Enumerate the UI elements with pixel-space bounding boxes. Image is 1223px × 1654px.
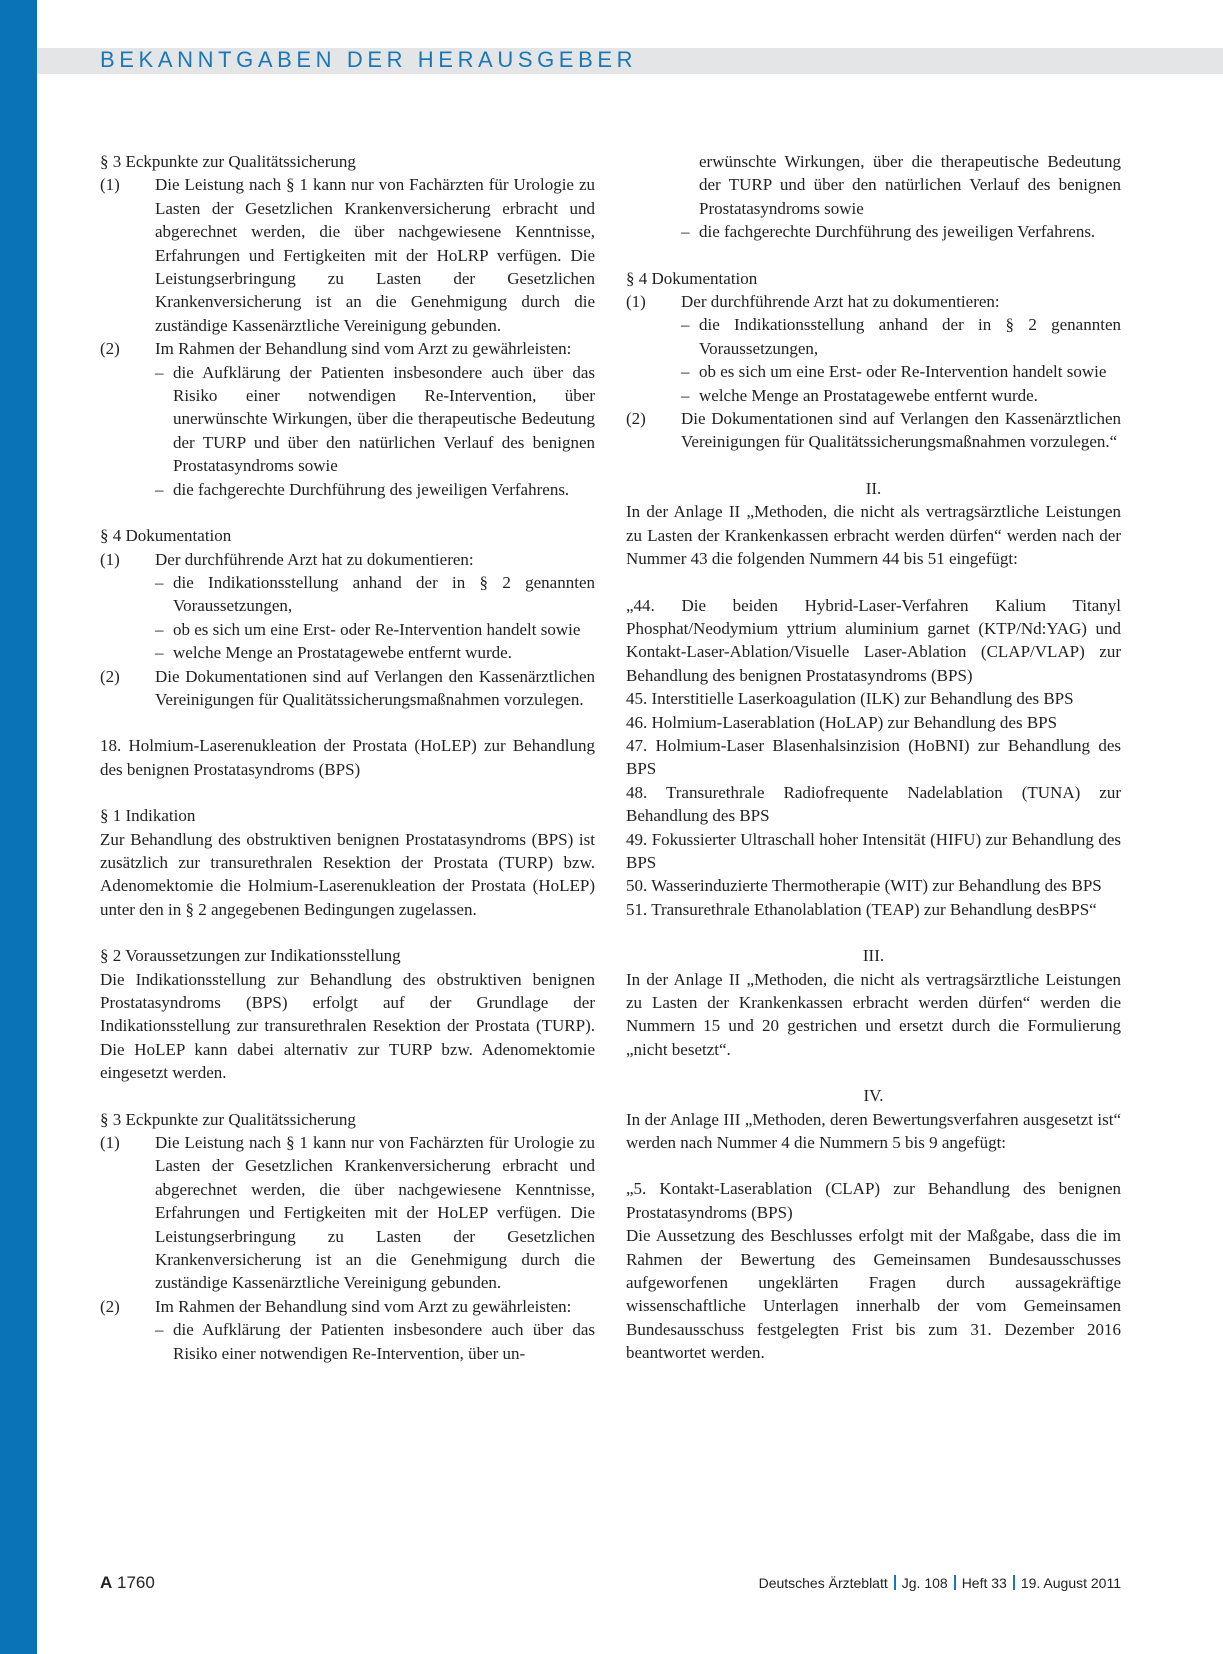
paragraph-gap (100, 781, 595, 804)
separator (894, 1575, 896, 1590)
paragraph-text: 45. Interstitielle Laserkoagulation (ILK) zur Behandlung des BPS (626, 689, 1074, 709)
paragraph-text: 46. Holmium-Laserablation (HoLAP) zur Behandlung des BPS (626, 712, 1058, 732)
numbered-item (100, 548, 595, 571)
section-numeral-text: III. (862, 946, 885, 966)
journal-name: Deutsches Ärzteblatt (758, 1575, 888, 1591)
section-numeral (626, 477, 1121, 500)
right-text-column (626, 150, 1121, 1365)
dash-bullet: – (681, 222, 690, 242)
dash-item (626, 220, 1121, 243)
dash-item-text: die Indikationsstellung anhand der in § 2 genannten Voraussetzungen, (173, 572, 595, 616)
page-number (100, 1573, 155, 1593)
paragraph-text: 47. Holmium-Laser Blasenhalsinzision (HoBNI) zur Behandlung des BPS (626, 735, 1121, 779)
continued-text-line: erwünschte Wirkungen, über die therapeutische Bedeutung der TURP und über den natürlichen Verlauf des benignen Prostatasyndroms sowie (699, 152, 1121, 218)
paragraph (626, 898, 1121, 921)
paragraph (100, 968, 595, 1085)
journal-issue: Heft 33 (961, 1575, 1007, 1591)
paragraph (626, 1177, 1121, 1224)
paragraph-text: § 3 Eckpunkte zur Qualitätssicherung (100, 1109, 356, 1129)
item-number: (2) (100, 666, 120, 686)
paragraph-gap (626, 454, 1121, 477)
paragraph-gap (626, 1061, 1121, 1084)
paragraph-text: 50. Wasserinduzierte Thermotherapie (WIT) zur Behandlung des BPS (626, 876, 1102, 896)
paragraph (626, 1108, 1121, 1155)
numbered-item (100, 173, 595, 337)
item-number: (1) (100, 1133, 120, 1153)
item-text: Im Rahmen der Behandlung sind vom Arzt zu gewährleisten: (155, 1296, 572, 1316)
item-number: (1) (626, 292, 646, 312)
page-number-value: 1760 (117, 1573, 155, 1592)
numbered-item (100, 1295, 595, 1318)
dash-item (626, 360, 1121, 383)
dash-bullet: – (155, 479, 164, 499)
numbered-item (626, 407, 1121, 454)
numbered-item (100, 665, 595, 712)
paragraph-text: § 3 Eckpunkte zur Qualitätssicherung (100, 152, 356, 171)
paragraph-text: 49. Fokussierter Ultraschall hoher Intensität (HIFU) zur Behandlung des BPS (626, 829, 1121, 872)
paragraph (626, 687, 1121, 710)
dash-item (626, 384, 1121, 407)
paragraph (626, 781, 1121, 828)
item-text: Der durchführende Arzt hat zu dokumentieren: (155, 549, 474, 569)
dash-item-text: welche Menge an Prostatagewebe entfernt wurde. (173, 643, 512, 663)
dash-bullet: – (681, 385, 690, 405)
paragraph (626, 874, 1121, 897)
paragraph-gap (626, 571, 1121, 594)
dash-bullet: – (155, 643, 164, 663)
section-header-title: BEKANNTGABEN DER HERAUSGEBER (100, 47, 638, 72)
paragraph-text: In der Anlage II „Methoden, die nicht als vertragsärztliche Leistungen zu Lasten der Krankenkassen erbracht werden dürfen“ werden die Nummern 15 und 20 gestrichen und ersetzt durch die Formulierung „nicht besetzt“. (626, 969, 1121, 1059)
dash-item (100, 618, 595, 641)
section-numeral (626, 944, 1121, 967)
paragraph (100, 524, 595, 547)
dash-item (100, 478, 595, 501)
paragraph-text: In der Anlage III „Methoden, deren Bewertungsverfahren ausgesetzt ist“ werden nach Nummer 4 die Nummern 5 bis 9 angefügt: (626, 1109, 1121, 1153)
item-text: Die Dokumentationen sind auf Verlangen den Kassenärztlichen Vereinigungen für Qualitätssicherungsmaßnahmen vorzulegen. (155, 666, 595, 709)
paragraph-gap (100, 501, 595, 524)
paragraph (626, 968, 1121, 1062)
journal-date: 19. August 2011 (1020, 1575, 1121, 1591)
paragraph (100, 734, 595, 781)
paragraph-text: Zur Behandlung des obstruktiven benignen Prostatasyndroms (BPS) ist zusätzlich zur transurethralen Resektion der Prostata (TURP) bzw. Adenomektomie die Holmium-Laserenukleation der Prostata (HoLEP) unter den in § 2 angegebenen Bedingungen zugelassen. (100, 829, 595, 919)
dash-bullet: – (681, 315, 690, 335)
dash-bullet: – (155, 619, 164, 639)
dash-bullet: – (155, 572, 164, 592)
paragraph (100, 804, 595, 827)
dash-item-text: die Indikationsstellung anhand der in § 2 genannten Voraussetzungen, (699, 315, 1121, 358)
item-number: (1) (100, 549, 120, 569)
paragraph-text: § 2 Voraussetzungen zur Indikationsstellung (100, 946, 401, 966)
paragraph-text: § 4 Dokumentation (100, 526, 232, 546)
paragraph-text: „5. Kontakt-Laserablation (CLAP) zur Behandlung des benignen Prostatasyndroms (BPS) (626, 1179, 1121, 1222)
paragraph-gap (626, 1154, 1121, 1177)
item-text: Die Leistung nach § 1 kann nur von Fachärzten für Urologie zu Lasten der Gesetzlichen Krankenversicherung erbracht und abgerechnet werden, die über nachgewiesene Kenntnisse, Erfahrungen und Fertigkeiten mit der HoLRP verfügen. Die Leistungserbringung zu Lasten der Gesetzlichen Krankenversicherung ist an die Genehmigung durch die zuständige Kassenärztliche Vereinigung gebunden. (155, 175, 595, 335)
dash-item-text: welche Menge an Prostatagewebe entfernt wurde. (699, 385, 1038, 405)
paragraph-text: 48. Transurethrale Radiofrequente Nadelablation (TUNA) zur Behandlung des BPS (626, 782, 1121, 826)
paragraph (626, 711, 1121, 734)
item-number: (1) (100, 175, 120, 195)
dash-item-text: ob es sich um eine Erst- oder Re-Intervention handelt sowie (699, 362, 1107, 382)
paragraph-gap (100, 1085, 595, 1108)
paragraph (626, 828, 1121, 875)
dash-bullet: – (681, 362, 690, 382)
dash-item (100, 641, 595, 664)
dash-item-text: die fachgerechte Durchführung des jeweiligen Verfahrens. (173, 479, 570, 499)
item-text: Im Rahmen der Behandlung sind vom Arzt zu gewährleisten: (155, 339, 572, 359)
item-text: Die Leistung nach § 1 kann nur von Fachärzten für Urologie zu Lasten der Gesetzlichen Krankenversicherung erbracht und abgerechnet werden, die über nachgewiesene Kenntnisse, Erfahrungen und Fertigkeiten mit der HoLEP verfügen. Die Leistungserbringung zu Lasten der Gesetzlichen Krankenversicherung ist an die Genehmigung durch die zuständige Kassenärztliche Vereinigung gebunden. (155, 1133, 595, 1293)
dash-item-text: die fachgerechte Durchführung des jeweiligen Verfahrens. (699, 222, 1096, 242)
journal-volume: Jg. 108 (901, 1575, 948, 1591)
paragraph-text: 51. Transurethrale Ethanolablation (TEAP) zur Behandlung desBPS“ (626, 899, 1097, 919)
section-numeral-text: II. (865, 478, 882, 498)
dash-bullet: – (155, 362, 164, 382)
item-number: (2) (626, 409, 646, 429)
blue-sidebar (0, 0, 37, 1654)
paragraph-gap (100, 711, 595, 734)
paragraph (100, 1108, 595, 1131)
dash-item-text: die Aufklärung der Patienten insbesondere auch über das Risiko einer notwendigen Re-Intervention, über un- (173, 1320, 595, 1363)
continued-text (626, 150, 1121, 220)
numbered-item (100, 337, 595, 360)
paragraph (626, 267, 1121, 290)
paragraph-gap (626, 921, 1121, 944)
numbered-item (626, 290, 1121, 313)
paragraph-text: Die Aussetzung des Beschlusses erfolgt mit der Maßgabe, dass die im Rahmen der Bewertung des Gemeinsamen Bundesausschusses aufgeworfenen ungeklärten Fragen durch aussagekräftige wissenschaftliche Unterlagen innerhalb der vom Gemeinsamen Bundesausschuss festgelegten Frist bis zum 31. Dezember 2016 beantwortet werden. (626, 1226, 1121, 1363)
paragraph-text: „44. Die beiden Hybrid-Laser-Verfahren Kalium Titanyl Phosphat/Neodymium yttrium aluminium garnet (KTP/Nd:YAG) und Kontakt-Laser-Ablation/Visuelle Laser-Ablation (CLAP/VLAP) zur Behandlung des benignen Prostatasyndroms (BPS) (626, 595, 1121, 685)
section-numeral (626, 1084, 1121, 1107)
paragraph (626, 594, 1121, 688)
dash-item (100, 571, 595, 618)
dash-item-text: ob es sich um eine Erst- oder Re-Intervention handelt sowie (173, 619, 581, 639)
dash-item-text: die Aufklärung der Patienten insbesondere auch über das Risiko einer notwendigen Re-Intervention, über unerwünschte Wirkungen, über die therapeutische Bedeutung der TURP und über den natürlichen Verlauf des benignen Prostatasyndroms sowie (173, 362, 595, 476)
dash-item (100, 361, 595, 478)
paragraph (100, 150, 595, 173)
paragraph-gap (626, 244, 1121, 267)
item-text: Der durchführende Arzt hat zu dokumentieren: (681, 292, 1000, 312)
paragraph (626, 1224, 1121, 1364)
paragraph-text: § 1 Indikation (100, 806, 196, 826)
section-numeral-text: IV. (863, 1086, 884, 1106)
dash-item (626, 313, 1121, 360)
item-text: Die Dokumentationen sind auf Verlangen den Kassenärztlichen Vereinigungen für Qualitätssicherungsmaßnahmen vorzulegen.“ (681, 409, 1121, 452)
paragraph-text: 18. Holmium-Laserenukleation der Prostata (HoLEP) zur Behandlung des benignen Prostatasyndroms (BPS) (100, 736, 595, 779)
paragraph (100, 944, 595, 967)
paragraph (626, 500, 1121, 570)
journal-citation (759, 1575, 1121, 1591)
page-prefix: A (100, 1573, 113, 1592)
paragraph (100, 828, 595, 922)
numbered-item (100, 1131, 595, 1295)
separator (954, 1575, 956, 1590)
paragraph-text: Die Indikationsstellung zur Behandlung des obstruktiven benignen Prostatasyndroms (BPS) erfolgt auf der Grundlage der Indikationsstellung zur transurethralen Resektion der Prostata (TURP). Die HoLEP kann dabei alternativ zur TURP bzw. Adenomektomie eingesetzt werden. (100, 969, 595, 1083)
paragraph-text: § 4 Dokumentation (626, 268, 758, 288)
item-number: (2) (100, 1296, 120, 1316)
item-number: (2) (100, 339, 120, 359)
separator (1013, 1575, 1015, 1590)
left-text-column (100, 150, 595, 1365)
paragraph (626, 734, 1121, 781)
paragraph-text: In der Anlage II „Methoden, die nicht als vertragsärztliche Leistungen zu Lasten der Krankenkassen erbracht werden dürfen“ werden nach der Nummer 43 die folgenden Nummern 44 bis 51 eingefügt: (626, 502, 1121, 569)
dash-item (100, 1318, 595, 1365)
paragraph-gap (100, 921, 595, 944)
dash-bullet: – (155, 1320, 164, 1340)
